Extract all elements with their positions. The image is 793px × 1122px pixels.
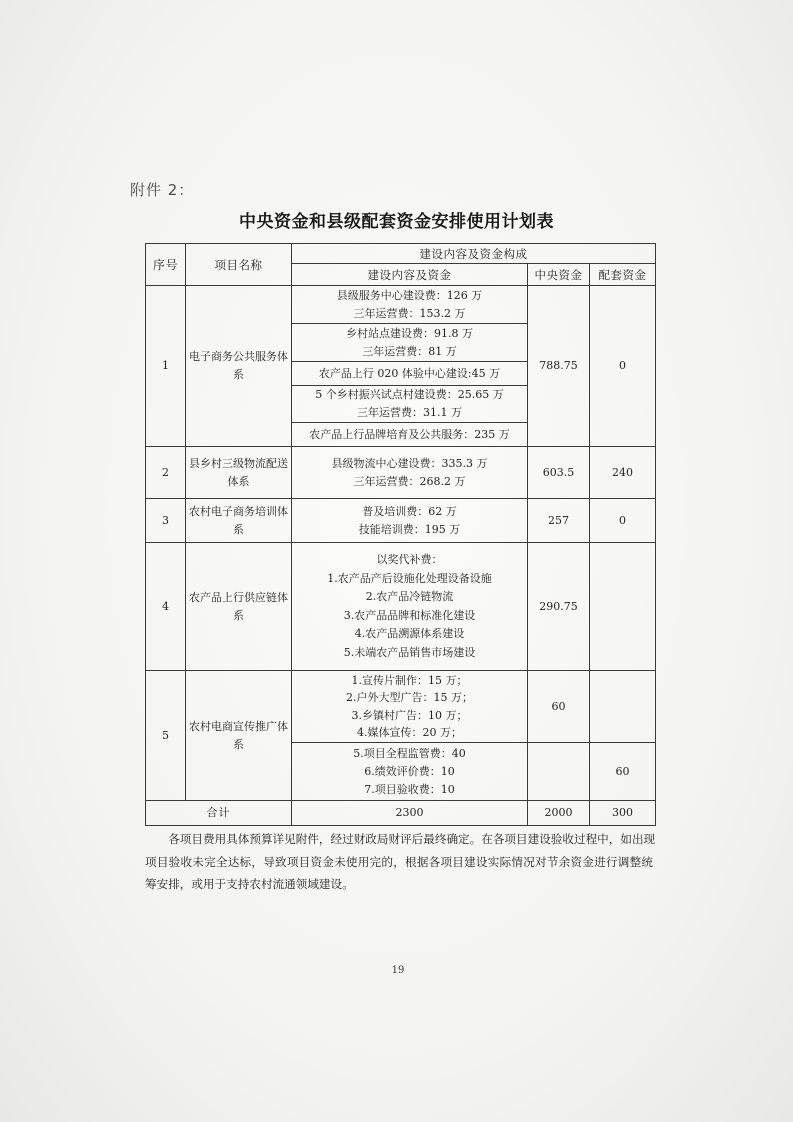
total-content: 2300 bbox=[292, 801, 528, 826]
header-matching-funds: 配套资金 bbox=[590, 264, 656, 286]
content-line: 县级服务中心建设费：126 万 bbox=[336, 288, 483, 302]
central-funds: 257 bbox=[528, 499, 590, 543]
central-funds-empty bbox=[528, 743, 590, 801]
total-matching-funds: 300 bbox=[590, 801, 656, 826]
attachment-label: 附件 2： bbox=[130, 181, 195, 199]
page-number: 19 bbox=[391, 965, 405, 976]
footnote-paragraph bbox=[145, 828, 656, 896]
content-line: 2.户外大型广告：15 万； bbox=[346, 691, 473, 704]
header-project-name: 项目名称 bbox=[186, 244, 292, 286]
footnote-line: 筹安排，或用于支持农村流通领域建设。 bbox=[145, 877, 354, 891]
content-line: 2.农产品冷链物流 bbox=[365, 590, 454, 603]
content-line: 3.农产品品牌和标准化建设 bbox=[343, 608, 476, 622]
content-line: 三年运营费：81 万 bbox=[362, 344, 457, 358]
table-row bbox=[146, 286, 656, 324]
content-line: 7.项目验收费：10 bbox=[364, 782, 455, 796]
central-funds: 290.75 bbox=[528, 543, 590, 671]
table-header-row bbox=[146, 244, 656, 264]
header-index: 序号 bbox=[146, 244, 186, 286]
matching-funds-empty bbox=[590, 543, 656, 671]
content-line: 5 个乡村振兴试点村建设费：25.65 万 bbox=[315, 388, 504, 401]
header-content: 建设内容及资金 bbox=[292, 264, 528, 286]
content-line: 县级物流中心建设费：335.3 万 bbox=[331, 456, 488, 470]
content-cell bbox=[292, 743, 528, 801]
content-line: 1.宣传片制作：15 万； bbox=[351, 673, 468, 687]
row-index: 2 bbox=[146, 447, 186, 499]
row-index: 3 bbox=[146, 499, 186, 543]
document-title: 中央资金和县级配套资金安排使用计划表 bbox=[239, 212, 554, 232]
row-index: 5 bbox=[146, 671, 186, 801]
central-funds: 788.75 bbox=[528, 286, 590, 447]
content-line: 4.农产品溯源体系建设 bbox=[354, 627, 465, 640]
central-funds: 60 bbox=[528, 671, 590, 743]
matching-funds: 0 bbox=[590, 499, 656, 543]
content-line: 6.绩效评价费：10 bbox=[364, 764, 455, 778]
project-name: 农村电商宣传推广体系 bbox=[186, 671, 292, 801]
header-composition: 建设内容及资金构成 bbox=[292, 244, 656, 264]
project-name: 农产品上行供应链体系 bbox=[186, 543, 292, 671]
funding-plan-table bbox=[145, 243, 656, 826]
content-line: 农产品上行品牌培育及公共服务：235 万 bbox=[309, 427, 510, 441]
total-label: 合计 bbox=[146, 801, 292, 826]
footnote-line: 各项目费用具体预算详见附件，经过财政局财评后最终确定。在各项目建设验收过程中，如出现 bbox=[168, 832, 656, 846]
content-line: 乡村站点建设费：91.8 万 bbox=[346, 326, 473, 340]
matching-funds: 240 bbox=[590, 447, 656, 499]
row-index: 4 bbox=[146, 543, 186, 671]
project-name: 农村电子商务培训体系 bbox=[186, 499, 292, 543]
project-name: 电子商务公共服务体系 bbox=[186, 286, 292, 447]
table-total-row bbox=[146, 801, 656, 826]
content-cell bbox=[292, 447, 528, 499]
project-name: 县乡村三级物流配送体系 bbox=[186, 447, 292, 499]
content-line: 5.未端农产品销售市场建设 bbox=[343, 645, 476, 659]
matching-funds: 0 bbox=[590, 286, 656, 447]
content-line: 技能培训费：195 万 bbox=[358, 522, 461, 536]
table-row bbox=[146, 671, 656, 743]
row-index: 1 bbox=[146, 286, 186, 447]
content-cell bbox=[292, 324, 528, 362]
content-line: 农产品上行 020 体验中心建设:45 万 bbox=[318, 366, 501, 380]
content-cell bbox=[292, 543, 528, 671]
table-row bbox=[146, 447, 656, 499]
content-line: 1.农产品产后设施化处理设备设施 bbox=[327, 571, 492, 585]
content-cell bbox=[292, 286, 528, 324]
header-central-funds: 中央资金 bbox=[528, 264, 590, 286]
footnote-line: 项目验收未完全达标，导致项目资金未使用完的，根据各项目建设实际情况对节余资金进行调整统 bbox=[145, 854, 653, 869]
content-cell bbox=[292, 423, 528, 447]
matching-funds: 60 bbox=[590, 743, 656, 801]
content-line: 三年运营费：153.2 万 bbox=[353, 306, 466, 320]
content-cell bbox=[292, 499, 528, 543]
matching-funds-empty bbox=[590, 671, 656, 743]
content-line: 普及培训费：62 万 bbox=[362, 504, 457, 518]
total-central-funds: 2000 bbox=[528, 801, 590, 826]
table-row bbox=[146, 499, 656, 543]
content-line: 4.媒体宣传：20 万； bbox=[357, 726, 462, 739]
content-line: 三年运营费：268.2 万 bbox=[353, 474, 466, 488]
central-funds: 603.5 bbox=[528, 447, 590, 499]
content-line: 5.项目全程监管费：40 bbox=[353, 746, 466, 760]
content-line: 以奖代补费： bbox=[376, 553, 443, 566]
content-cell bbox=[292, 671, 528, 743]
content-cell bbox=[292, 386, 528, 423]
content-line: 三年运营费：31.1 万 bbox=[357, 406, 462, 419]
content-line: 3.乡镇村广告：10 万； bbox=[351, 708, 468, 722]
table-row bbox=[146, 543, 656, 671]
content-cell bbox=[292, 362, 528, 386]
